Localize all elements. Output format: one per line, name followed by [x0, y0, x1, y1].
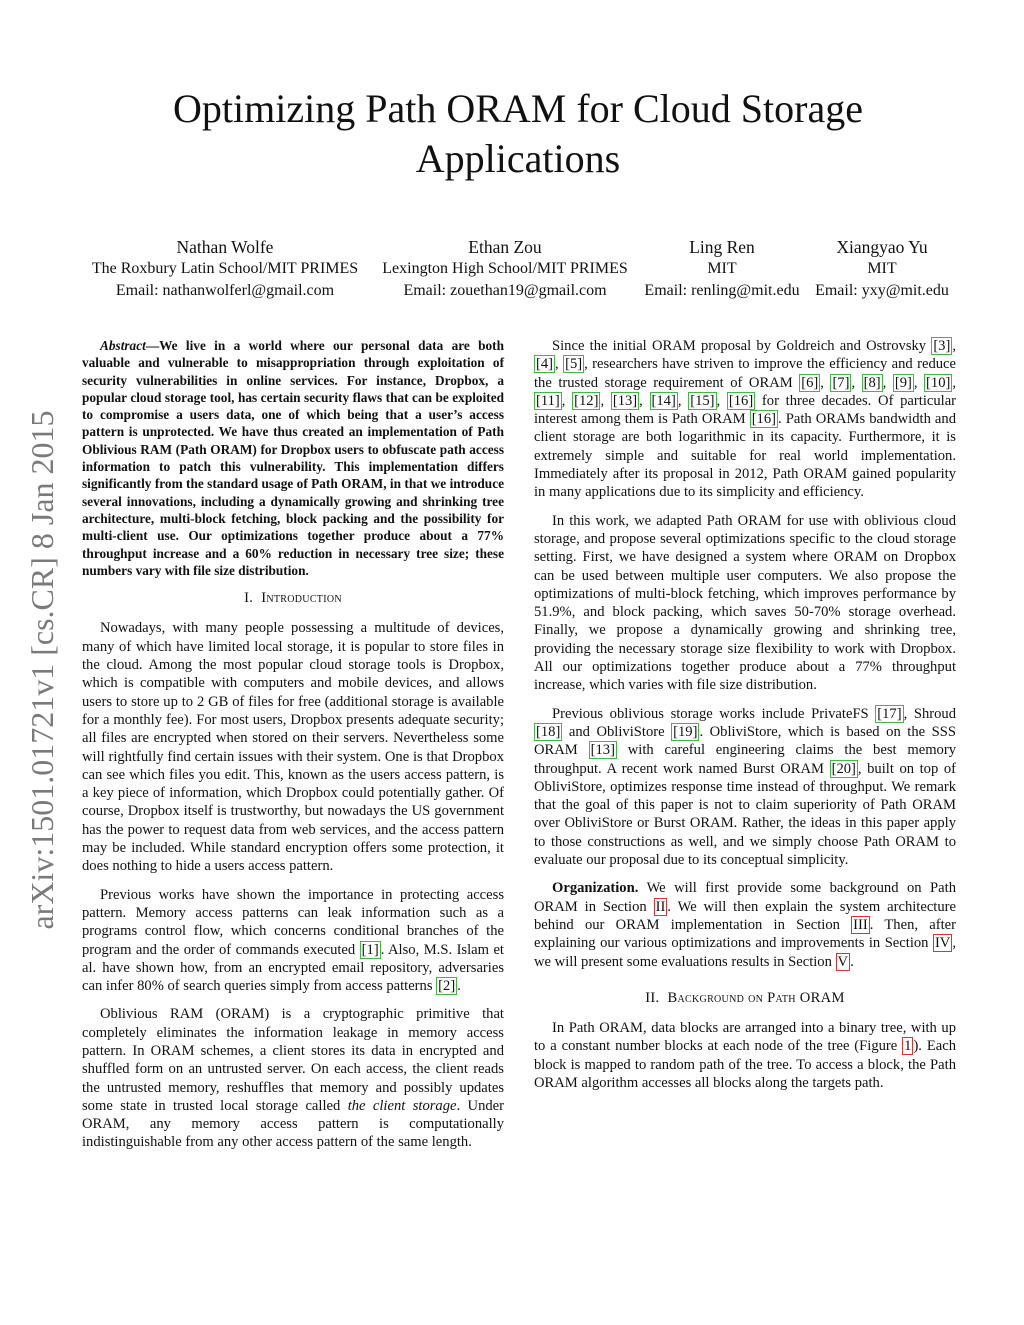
section-ref-link[interactable]: V — [837, 953, 849, 970]
text-run: and ObliviStore — [562, 723, 672, 740]
text-run: , researchers have striven to improve the efficiency and reduce the trusted storage requirement of ORAM — [534, 356, 957, 391]
text-run: . — [457, 978, 461, 995]
citation-link[interactable]: [4] — [536, 356, 554, 373]
text-run: Previous oblivious storage works include PrivateFS — [552, 705, 876, 722]
intro-paragraph-6 — [534, 705, 956, 870]
intro-paragraph-3 — [82, 1005, 504, 1151]
intro-paragraph-5: In this work, we adapted Path ORAM for use with oblivious cloud storage, and propose several optimizations specific to the cloud storage setting. First, we have designed a system where ORAM on Dropbox can be used between multiple user computers. We also propose the optimizations of multi-block fetching, which improves performance by 51.9%, and block packing, which saves 50-70% storage overhead. Finally, we propose a dynamically growing and shrinking tree, providing the necessary storage size flexibility to work with Dropbox. All our optimizations together produce about a 77% throughput increase, which varies with file size distribution. — [534, 512, 956, 694]
text-run: . Path ORAMs bandwidth and client storage are both logarithmic in its capacity. Furthermore, it is extremely simple and suitable for real world implementation. Immediately after its proposal in 2012, Path ORAM gained popularity in many applications due to its simplicity and efficiency. — [534, 411, 956, 501]
text-run: Since the initial ORAM proposal by Goldreich and Ostrovsky — [552, 338, 932, 354]
abstract-label: Abstract — [100, 338, 146, 353]
figure-ref-link[interactable]: 1 — [904, 1038, 912, 1055]
section-number: I. — [244, 590, 254, 607]
citation-link[interactable]: [6] — [801, 374, 819, 391]
citation-link[interactable]: [12] — [574, 392, 599, 409]
section-title: Introduction — [261, 590, 342, 607]
text-run: . We will then explain the system architecture behind our ORAM implementation in Section — [534, 898, 956, 933]
text-run: We will first provide some background on Path ORAM in Section — [534, 880, 956, 915]
background-paragraph-1 — [534, 1019, 956, 1092]
section-ref-link[interactable]: IV — [934, 935, 951, 952]
author-email: Email: nathanwolferl@gmail.com — [115, 282, 335, 299]
section-heading-introduction — [82, 589, 504, 607]
text-run: for three decades. Of particular interest among them is Path ORAM — [534, 392, 957, 428]
text-run: . Then, after explaining our various optimizations and improvements in Section — [534, 916, 957, 952]
citation-link[interactable]: [17] — [877, 705, 902, 722]
author-email: Email: zouethan19@gmail.com — [403, 282, 607, 299]
author-1 — [80, 236, 370, 302]
author-affiliation: The Roxbury Latin School/MIT PRIMES — [91, 260, 359, 277]
text-run: ). Each block is mapped to random path of the tree. To access a block, the Path ORAM algorithm accesses all blocks along the targets path. — [534, 1038, 956, 1091]
text-run: . Under ORAM, any memory access pattern is computationally indistinguishable from any other access pattern of the same length. — [82, 1097, 505, 1151]
right-column — [534, 337, 956, 1102]
author-email: Email: renling@mit.edu — [644, 282, 800, 299]
intro-paragraph-organization — [534, 879, 956, 970]
citation-link[interactable]: [9] — [894, 374, 912, 391]
author-name: Ling Ren — [689, 237, 755, 257]
citation-link[interactable]: [15] — [690, 392, 715, 409]
citation-link[interactable]: [10] — [926, 374, 951, 391]
text-run: , we will present some evaluations results in Section — [534, 935, 956, 970]
intro-paragraph-4: Since the initial ORAM proposal by Goldreich and Ostrovsky [3] , [4] , [5] , researchers have striven to improve the efficiency and reduce the trusted storage requirement of ORAM [6] , [7] , [8] , [9] , [10] , [11] , [12] , [13] , [14] , [15] , [16] for three decades. Of particular interest among them is Path ORAM [16] . Path ORAMs bandwidth and client storage are both logarithmic in its capacity. Furthermore, it is extremely simple and suitable for real world implementation. Immediately after its proposal in 2012, Path ORAM gained popularity in many applications due to its simplicity and efficiency. — [534, 338, 957, 501]
text-run: Previous works have shown the importance in protecting access pattern. Memory access patterns can leak information such as a programs control flow, which concerns conditional branches of the program and the order of commands executed — [82, 886, 504, 958]
text-run: , Shroud — [903, 705, 956, 722]
text-run: with careful engineering claims the best memory throughput. A recent work named Burst ORAM — [534, 742, 956, 777]
author-affiliation: Lexington High School/MIT PRIMES — [382, 260, 628, 277]
intro-paragraph-2 — [82, 886, 504, 996]
text-run: . — [850, 953, 854, 970]
citation-link[interactable]: [18] — [536, 723, 561, 740]
abstract-text: —We live in a world where our personal data are both valuable and vulnerable to misappropriation through exploitation of security vulnerabilities in online services. For instance, Dropbox, a popular cloud storage tool, has certain security flaws that can be exploited to compromise a users data, one of which being that a user’s access pattern is unprotected. We have thus created an implementation of Path Oblivious RAM (Path ORAM) for Dropbox users to obfuscate path access information to patch this vulnerability. This implementation differs significantly from the standard usage of Path ORAM, in that we introduce several innovations, including a dynamically growing and shrinking tree architecture, multi-block fetching, block packing and the possibility for multi-client use. Our optimizations together produce about a 77% throughput increase and a 60% reduction in necessary tree size; these numbers vary with file size distribution. — [82, 338, 504, 578]
citation-link[interactable]: [13] — [590, 742, 615, 759]
citation-link[interactable]: [5] — [565, 356, 583, 373]
citation-link[interactable]: [3] — [933, 338, 951, 354]
section-ref-link[interactable]: III — [853, 916, 868, 933]
citation-link[interactable]: [20] — [831, 760, 856, 777]
run-in-heading: Organization. — [552, 880, 639, 897]
citation-link[interactable]: [14] — [651, 392, 676, 409]
citation-link[interactable]: [8] — [863, 374, 881, 391]
text-run: In Path ORAM, data blocks are arranged into a binary tree, with up to a constant number blocks at each node of the tree (Figure — [534, 1020, 956, 1055]
arxiv-stamp-text: arXiv:1501.01721v1 [cs.CR] 8 Jan 2015 — [24, 410, 60, 930]
citation-link[interactable]: [16] — [751, 411, 777, 428]
author-4 — [804, 236, 960, 302]
text-run: , built on top of ObliviStore, optimizes response time instead of throughput. We remark that the goal of this paper is not to claim superiority of Path ORAM over ObliviStore or Burst ORAM. Rather, the ideas in this paper apply to those constructions as well, and we simply choose Path ORAM to evaluate our proposal due to its conceptual simplicity. — [534, 760, 956, 869]
citation-link[interactable]: [19] — [673, 723, 698, 740]
arxiv-stamp — [22, 370, 62, 970]
author-name: Ethan Zou — [468, 237, 542, 257]
citation-link[interactable]: [16] — [728, 392, 754, 409]
paper-title: Optimizing Path ORAM for Cloud Storage Applications — [173, 86, 863, 181]
author-3 — [640, 236, 804, 302]
text-run: . ObliviStore, which is based on the SSS ORAM — [534, 723, 956, 759]
intro-paragraph-1: Nowadays, with many people possessing a multitude of devices, many of which have limited local storage, it is popular to store files in the cloud. Among the most popular cloud storage tools is Dropbox, which is compatible with computers and mobile devices, and allows users to store up to 2 GB of files for free (additional storage is available for a monthly fee). For most users, Dropbox presents adequate security; all files are encrypted when stored on their servers. Nevertheless some will rightfully find certain issues with their system. One is that Dropbox can see which files you edit. This, known as the users access pattern, is a key piece of information, which Dropbox could potentially gather. Of course, Dropbox itself is trustworthy, but nowadays the US government has the power to request data from web services, and the access pattern may be included. While standard encryption offers some protection, it does nothing to hide a users access pattern. — [82, 620, 504, 875]
citation-link[interactable]: [1] — [361, 941, 379, 958]
author-2 — [370, 236, 640, 302]
author-affiliation: MIT — [867, 260, 897, 277]
abstract — [82, 337, 504, 579]
section-ref-link[interactable]: II — [655, 898, 666, 915]
author-name: Nathan Wolfe — [176, 237, 274, 257]
author-name: Xiangyao Yu — [836, 237, 928, 257]
author-email: Email: yxy@mit.edu — [815, 282, 949, 299]
section-title: Background on Path ORAM — [667, 989, 845, 1006]
text-run: . Also, M.S. Islam et al. have shown how, from an encrypted email repository, adversaries can infer 80% of search queries simply from access patterns — [82, 941, 504, 995]
text-run: Oblivious RAM (ORAM) is a cryptographic primitive that completely eliminates the information leakage in memory access pattern. In ORAM schemes, a client stores its data in encrypted and shuffled form on an untrusted server. On each access, the client reads the untrusted memory, reshuffles that memory and possibly updates some state in trusted local storage called — [82, 1006, 504, 1114]
section-number: II. — [645, 989, 660, 1006]
citation-link[interactable]: [2] — [438, 978, 456, 995]
citation-link[interactable]: [7] — [832, 374, 850, 391]
author-affiliation: MIT — [707, 260, 737, 277]
emphasis: the client storage — [347, 1097, 457, 1114]
author-block — [80, 236, 960, 306]
citation-link[interactable]: [13] — [612, 392, 638, 409]
section-heading-background — [534, 989, 956, 1007]
left-column — [82, 337, 504, 1162]
citation-link[interactable]: [11] — [536, 392, 560, 409]
